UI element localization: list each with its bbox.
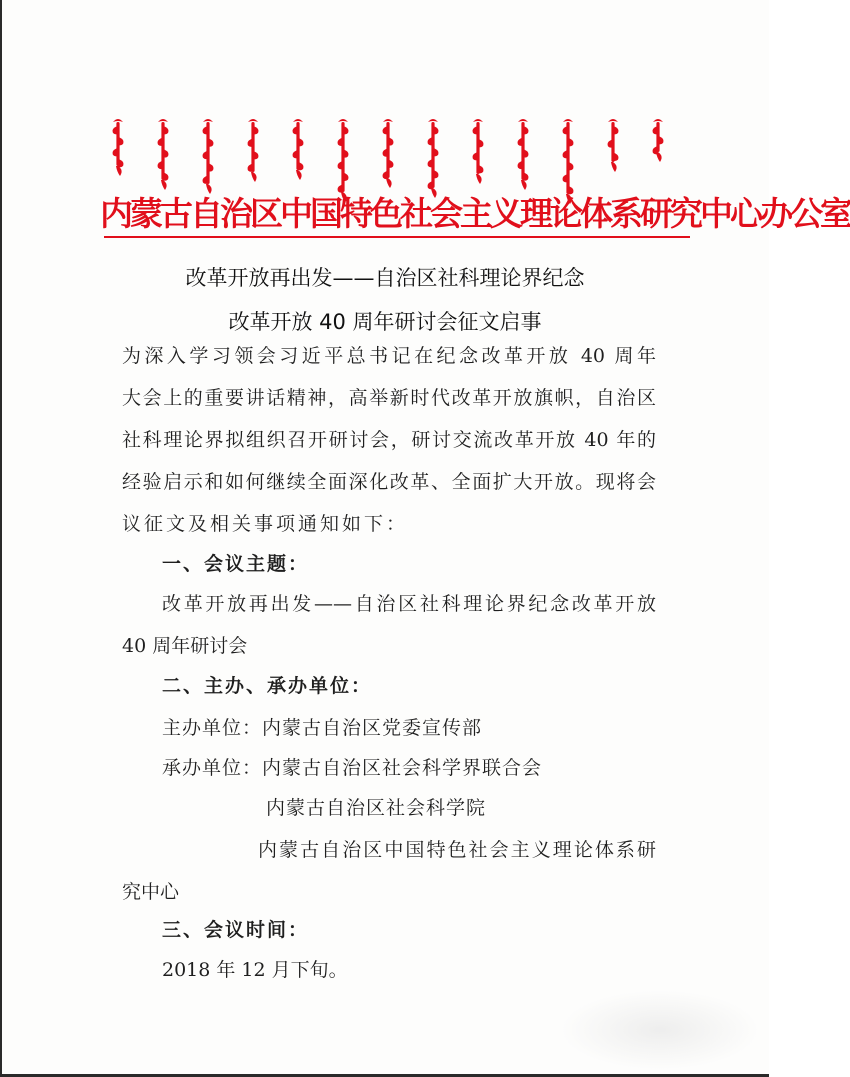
mongolian-word bbox=[473, 119, 484, 184]
mongolian-word bbox=[608, 119, 619, 172]
mongolian-word bbox=[518, 119, 529, 190]
letterhead-rule bbox=[104, 236, 690, 238]
mongolian-word bbox=[158, 119, 169, 190]
mongolian-word bbox=[383, 119, 394, 188]
scan-edge-left bbox=[0, 0, 2, 1077]
host-unit: 主办单位：内蒙古自治区党委宣传部 bbox=[162, 717, 483, 739]
intro-line-1: 为深入学习领会习近平总书记在纪念改革开放 40 周年 bbox=[122, 345, 656, 367]
organizer-unit-3-cont: 究中心 bbox=[122, 881, 180, 903]
letterhead-title: 内蒙古自治区中国特色社会主义理论体系研究中心办公室 bbox=[100, 194, 850, 233]
headline-line-1: 改革开放再出发——自治区社科理论界纪念 bbox=[185, 266, 585, 290]
mongolian-word bbox=[113, 119, 124, 176]
section-1-line-2: 40 周年研讨会 bbox=[122, 635, 248, 657]
meeting-time: 2018 年 12 月下旬。 bbox=[162, 959, 348, 981]
organizer-unit-3: 内蒙古自治区中国特色社会主义理论体系研 bbox=[258, 839, 656, 861]
mongolian-word bbox=[293, 119, 304, 180]
organizer-unit-2: 内蒙古自治区社会科学院 bbox=[266, 797, 487, 819]
section-1-line-1: 改革开放再出发——自治区社科理论界纪念改革开放 bbox=[162, 593, 656, 615]
mongolian-word bbox=[248, 119, 259, 182]
intro-line-2: 大会上的重要讲话精神，高举新时代改革开放旗帜，自治区 bbox=[122, 387, 656, 409]
intro-line-5: 议征文及相关事项通知如下： bbox=[122, 513, 409, 535]
organizer-unit: 承办单位：内蒙古自治区社会科学界联合会 bbox=[162, 757, 543, 779]
mongolian-word bbox=[338, 119, 349, 202]
headline-line-2: 改革开放 40 周年研讨会征文启事 bbox=[228, 310, 542, 334]
mongolian-word bbox=[428, 119, 439, 198]
section-3-heading: 三、会议时间： bbox=[162, 919, 310, 941]
section-1-heading: 一、会议主题： bbox=[162, 553, 310, 575]
intro-line-4: 经验启示和如何继续全面深化改革、全面扩大开放。现将会 bbox=[122, 471, 656, 493]
mongolian-script-letterhead bbox=[108, 110, 668, 196]
scan-smudge bbox=[560, 990, 760, 1070]
intro-line-3: 社科理论界拟组织召开研讨会，研讨交流改革开放 40 年的 bbox=[122, 429, 656, 451]
section-2-heading: 二、主办、承办单位： bbox=[162, 675, 373, 697]
mongolian-word bbox=[203, 119, 214, 194]
mongolian-word bbox=[653, 119, 664, 162]
